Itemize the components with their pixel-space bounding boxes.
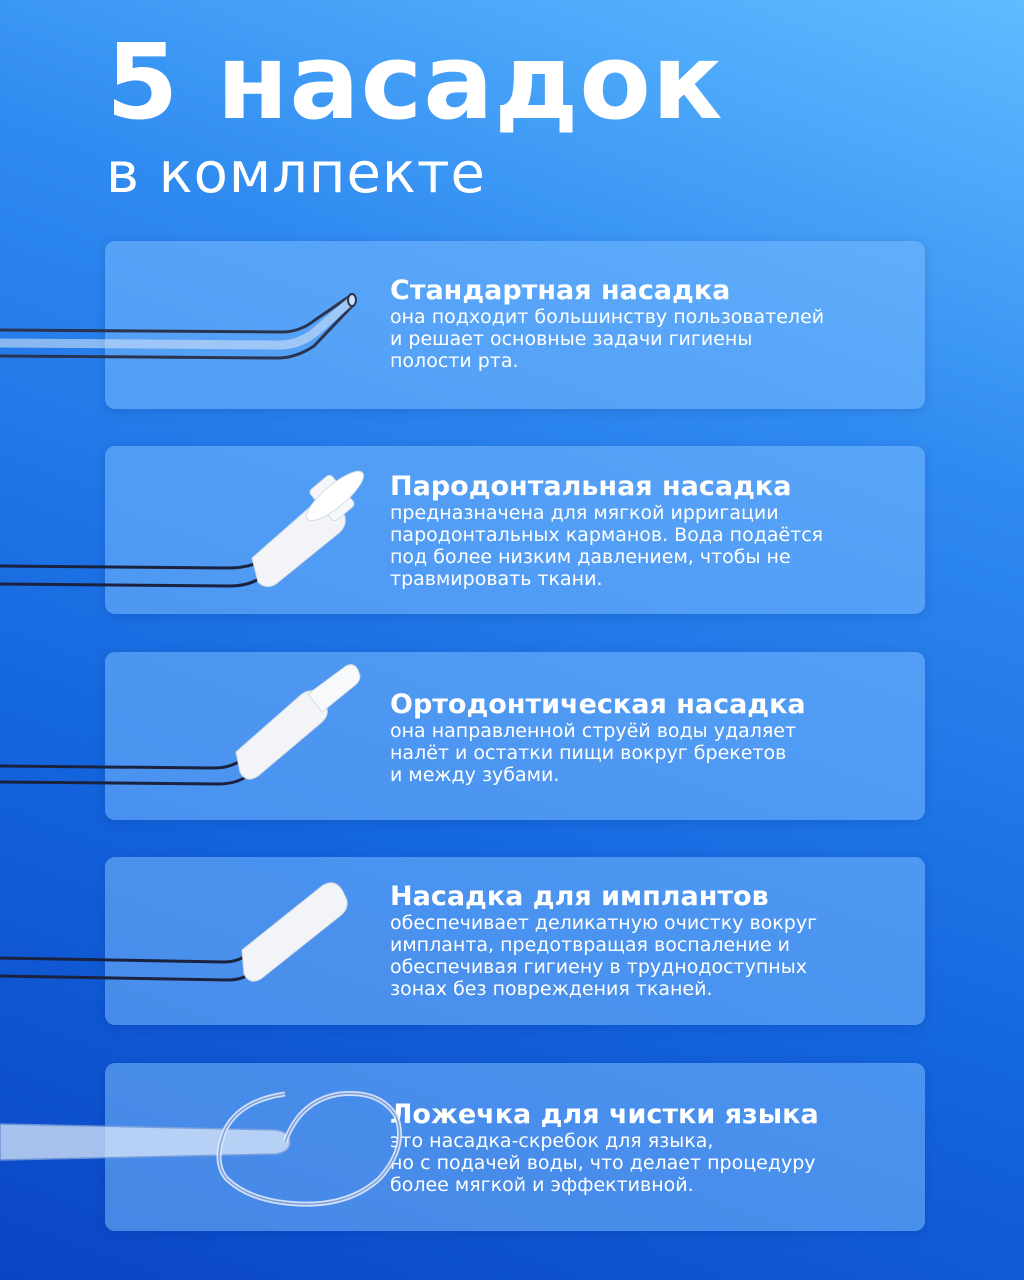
card-title: Насадка для имплантов bbox=[390, 881, 769, 912]
card-description: она подходит большинству пользователей и решает основные задачи гигиены полости рта. bbox=[390, 306, 825, 372]
card-text bbox=[390, 1099, 911, 1196]
nozzle-card-tongue-cleaner bbox=[105, 1063, 925, 1231]
card-title: Ортодонтическая насадка bbox=[390, 689, 806, 720]
card-text bbox=[390, 275, 911, 372]
page-title: 5 насадок bbox=[106, 21, 724, 143]
card-title: Ложечка для чистки языка bbox=[390, 1099, 819, 1130]
card-text bbox=[390, 881, 911, 1000]
headline bbox=[106, 21, 724, 207]
nozzle-card-orthodontic bbox=[105, 652, 925, 820]
nozzle-card-standard bbox=[105, 241, 925, 409]
card-title: Стандартная насадка bbox=[390, 275, 731, 306]
page-subtitle: в комлпекте bbox=[106, 141, 486, 207]
nozzle-card-periodontal bbox=[105, 446, 925, 614]
card-description: обеспечивает деликатную очистку вокруг импланта, предотвращая воспаление и обеспечивая гигиену в труднодоступных зонах без повреждения тканей. bbox=[390, 912, 818, 1000]
nozzle-card-implant bbox=[105, 857, 925, 1025]
card-title: Пародонтальная насадка bbox=[390, 471, 792, 502]
card-description: это насадка-скребок для языка, но с подачей воды, что делает процедуру более мягкой и эффективной. bbox=[390, 1130, 816, 1196]
card-description: она направленной струёй воды удаляет налёт и остатки пищи вокруг брекетов и между зубами. bbox=[390, 720, 797, 786]
card-text bbox=[390, 471, 911, 590]
card-description: предназначена для мягкой ирригации пародонтальных карманов. Вода подаётся под более низким давлением, чтобы не травмировать ткани. bbox=[390, 502, 824, 590]
card-text bbox=[390, 689, 911, 786]
